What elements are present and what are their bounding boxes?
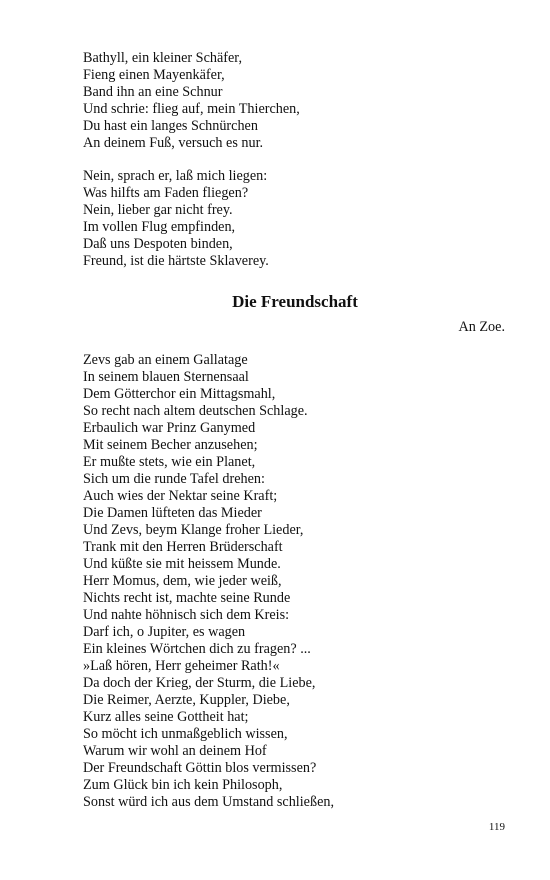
poem-line: Warum wir wohl an deinem Hof xyxy=(83,743,267,759)
poem-line: Sich um die runde Tafel drehen: xyxy=(83,471,265,487)
poem-line: Und küßte sie mit heissem Munde. xyxy=(83,556,281,572)
poem-line: Zevs gab an einem Gallatage xyxy=(83,352,248,368)
poem-line: Mit seinem Becher anzusehen; xyxy=(83,437,258,453)
poem-stanza-1 xyxy=(83,50,300,152)
poem-line: Nein, sprach er, laß mich liegen: xyxy=(83,168,268,184)
poem-line: Fieng einen Mayenkäfer, xyxy=(83,67,225,83)
poem-body xyxy=(83,352,334,811)
poem-line: Da doch der Krieg, der Sturm, die Liebe, xyxy=(83,675,316,691)
poem-line: Erbaulich war Prinz Ganymed xyxy=(83,420,256,436)
poem-line: Und nahte höhnisch sich dem Kreis: xyxy=(83,607,290,623)
poem-line: Sonst würd ich aus dem Umstand schließen, xyxy=(83,794,335,810)
poem-line: »Laß hören, Herr geheimer Rath!« xyxy=(83,658,280,674)
poem-title: Die Freundschaft xyxy=(232,292,358,311)
poem-stanza-2 xyxy=(83,168,269,270)
poem-line: Nein, lieber gar nicht frey. xyxy=(83,202,233,218)
poem-line: Er mußte stets, wie ein Planet, xyxy=(83,454,256,470)
poem-line: Im vollen Flug empfinden, xyxy=(83,219,236,235)
poem-line: In seinem blauen Sternensaal xyxy=(83,369,249,385)
poem-line: Bathyll, ein kleiner Schäfer, xyxy=(83,50,242,66)
poem-line: Ein kleines Wörtchen dich zu fragen? ... xyxy=(83,641,311,657)
poem-line: Der Freundschaft Göttin blos vermissen? xyxy=(83,760,317,776)
poem-line: Die Reimer, Aerzte, Kuppler, Diebe, xyxy=(83,692,290,708)
poem-dedication: An Zoe. xyxy=(458,319,505,335)
poem-line: Zum Glück bin ich kein Philosoph, xyxy=(83,777,283,793)
poem-line: Freund, ist die härtste Sklaverey. xyxy=(83,253,269,269)
poem-line: Daß uns Despoten binden, xyxy=(83,236,233,252)
poem-line: Herr Momus, dem, wie jeder weiß, xyxy=(83,573,282,589)
poem-line: Was hilfts am Faden fliegen? xyxy=(83,185,249,201)
poem-line: Auch wies der Nektar seine Kraft; xyxy=(83,488,278,504)
poem-line: Trank mit den Herren Brüderschaft xyxy=(83,539,283,555)
poem-line: Kurz alles seine Gottheit hat; xyxy=(83,709,249,725)
poem-line: Nichts recht ist, machte seine Runde xyxy=(83,590,291,606)
poem-line: So möcht ich unmaßgeblich wissen, xyxy=(83,726,288,742)
poem-line: An deinem Fuß, versuch es nur. xyxy=(83,135,264,151)
poem-line: Die Damen lüfteten das Mieder xyxy=(83,505,262,521)
poem-line: Du hast ein langes Schnürchen xyxy=(83,118,258,134)
poem-line: Darf ich, o Jupiter, es wagen xyxy=(83,624,246,640)
poem-line: Band ihn an eine Schnur xyxy=(83,84,223,100)
page-number: 119 xyxy=(488,821,505,833)
poem-line: So recht nach altem deutschen Schlage. xyxy=(83,403,308,419)
poem-line: Und Zevs, beym Klange froher Lieder, xyxy=(83,522,304,538)
poem-line: Und schrie: flieg auf, mein Thierchen, xyxy=(83,101,300,117)
poem-line: Dem Götterchor ein Mittagsmahl, xyxy=(83,386,276,402)
